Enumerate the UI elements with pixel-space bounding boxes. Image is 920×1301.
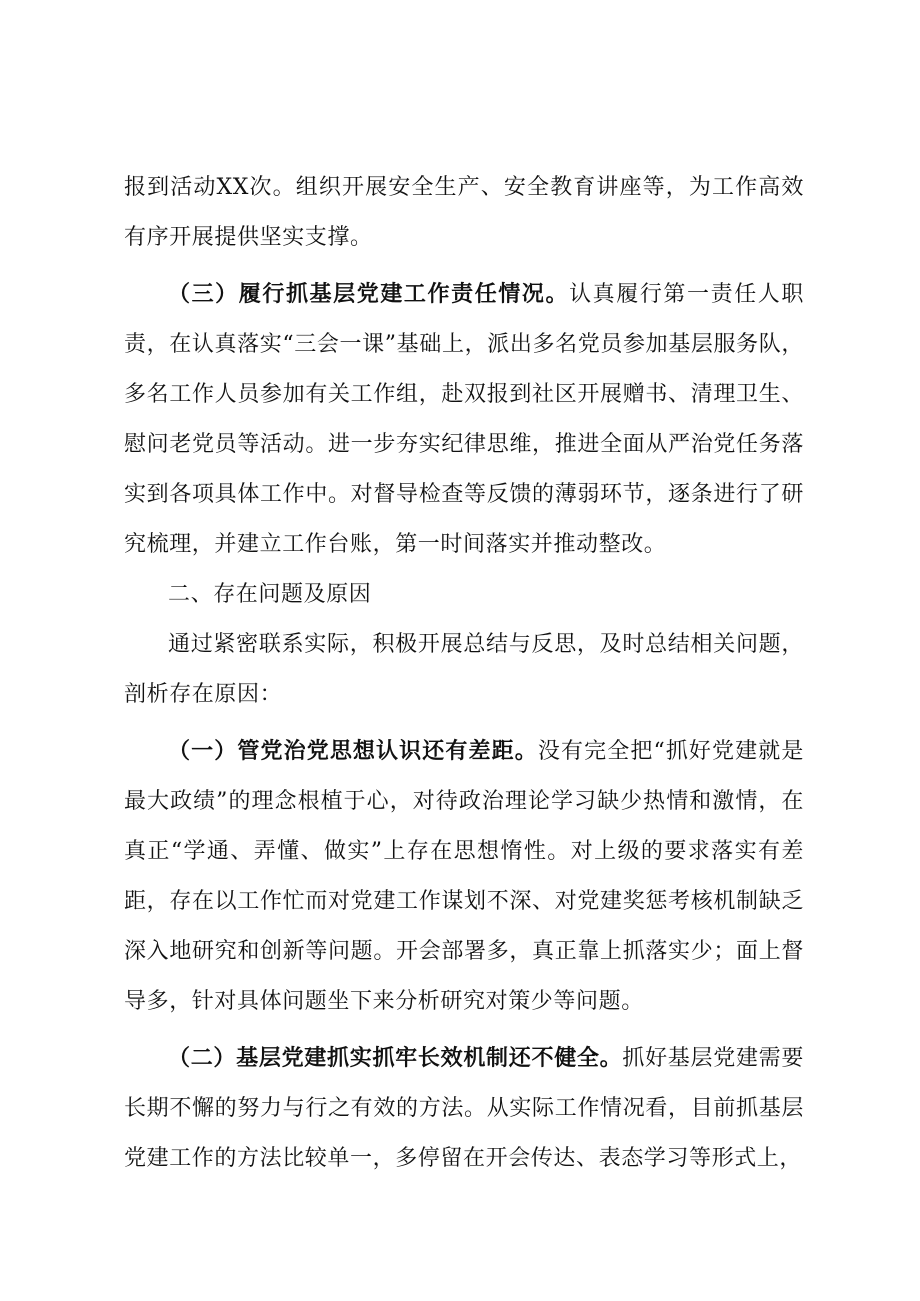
problem-1-lead: （一）管党治党思想认识还有差距。 [168,738,538,764]
problem-2-body: 抓好基层党建需要长期不懈的努力与行之有效的方法。从实际工作情况看，目前抓基层党建工作的方法比较单一，多停留在开会传达、表态学习等形式上， [124,1046,804,1171]
problem-2-lead: （二）基层党建抓实抓牢长效机制还不健全。 [168,1045,623,1071]
document-page [124,163,804,1184]
section-2-intro: 通过紧密联系实际，积极开展总结与反思，及时总结相关问题，剖析存在原因： [124,632,804,707]
item-3-lead: （三）履行抓基层党建工作责任情况。 [168,281,570,307]
section-2-heading: 二、存在问题及原因 [168,582,372,607]
item-3-body: 认真履行第一责任人职责，在认真落实“三会一课”基础上，派出多名党员参加基层服务队，多名工作人员参加有关工作组，赴双报到社区开展赠书、清理卫生、慰问老党员等活动。进一步夯实纪律思维，推进全面从严治党任务落实到各项具体工作中。对督导检查等反馈的薄弱环节，逐条进行了研究梳理，并建立工作台账，第一时间落实并推动整改。 [124,282,804,557]
section-1-item-3-paragraph [124,269,804,570]
problem-1-body: 没有完全把“抓好党建就是最大政绩”的理念根植于心，对待政治理论学习缺少热情和激情，在真正“学通、弄懂、做实”上存在思想惰性。对上级的要求落实有差距，存在以工作忙而对党建工作谋划不深、对党建奖惩考核机制缺乏深入地研究和创新等问题。开会部署多，真正靠上抓落实少；面上督导多，针对具体问题坐下来分析研究对策少等问题。 [124,739,805,1014]
problem-2-paragraph [124,1033,804,1184]
problem-1-paragraph [124,726,804,1027]
continuation-paragraph: 报到活动XX次。组织开展安全生产、安全教育讲座等，为工作高效有序开展提供坚实支撑。 [124,175,804,250]
